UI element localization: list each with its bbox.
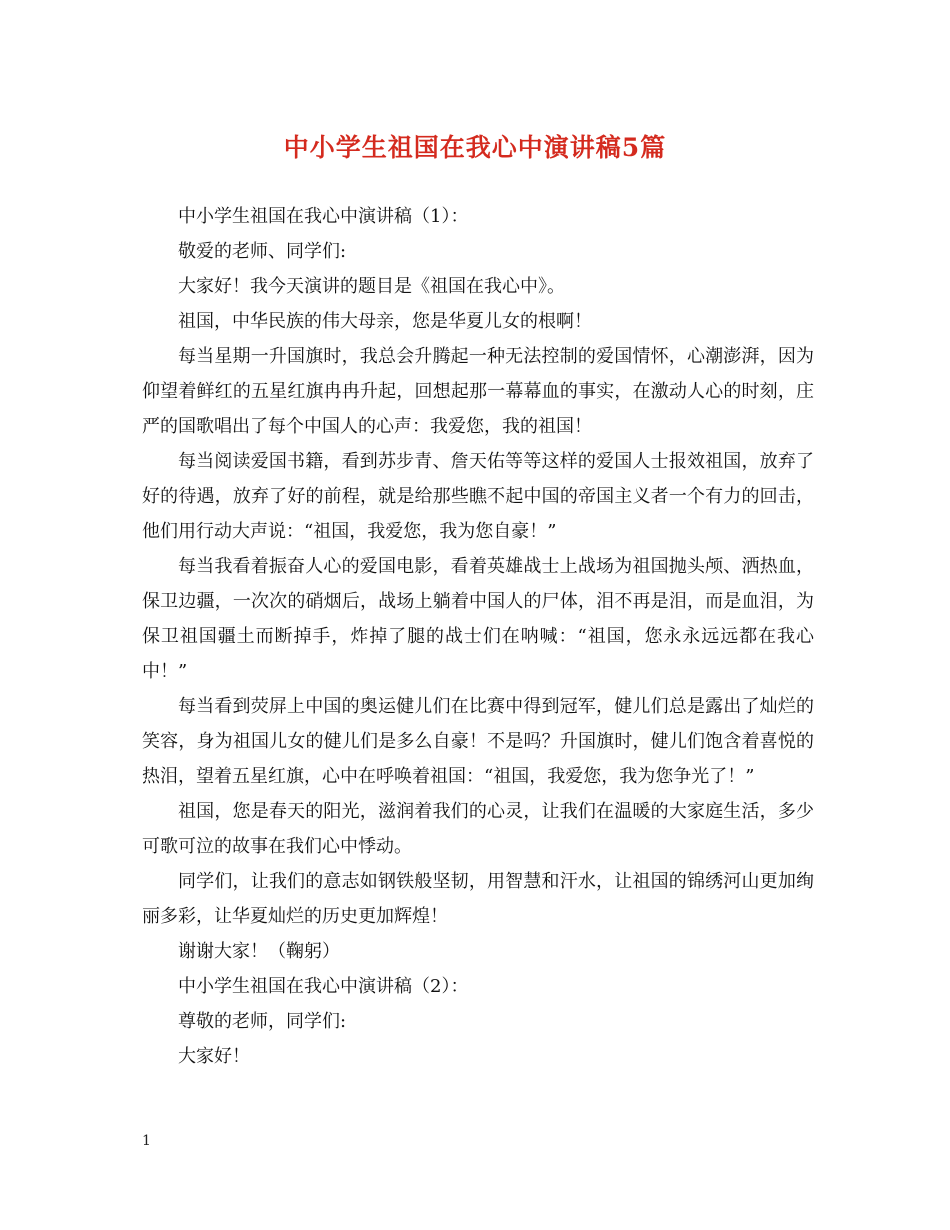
paragraph: 大家好！ bbox=[178, 1046, 250, 1067]
document-title: 中小学生祖国在我心中演讲稿5篇 bbox=[283, 133, 667, 162]
paragraph: 每当我看着振奋人心的爱国电影，看着英雄战士上战场为祖国抛头颅、洒热血，保卫边疆，一次次的硝烟后，战场上躺着中国人的尸体，泪不再是泪，而是血泪，为保卫祖国疆土而断掉手，炸掉了腿的战士们在呐喊：“祖国，您永永远远都在我心中！” bbox=[142, 556, 814, 682]
paragraph: 祖国，您是春天的阳光，滋润着我们的心灵，让我们在温暖的大家庭生活，多少可歌可泣的故事在我们心中悸动。 bbox=[142, 801, 814, 857]
paragraph: 每当看到荧屏上中国的奥运健儿们在比赛中得到冠军，健儿们总是露出了灿烂的笑容，身为祖国儿女的健儿们是多么自豪！不是吗？升国旗时，健儿们饱含着喜悦的热泪，望着五星红旗，心中在呼唤着祖国：“祖国，我爱您，我为您争光了！” bbox=[142, 696, 814, 787]
paragraph: 中小学生祖国在我心中演讲稿（2）： bbox=[178, 976, 469, 997]
document-body bbox=[142, 199, 814, 1074]
paragraph: 大家好！我今天演讲的题目是《祖国在我心中》。 bbox=[178, 276, 565, 297]
paragraph: 每当星期一升国旗时，我总会升腾起一种无法控制的爱国情怀，心潮澎湃，因为仰望着鲜红的五星红旗冉冉升起，回想起那一幕幕血的事实，在激动人心的时刻，庄严的国歌唱出了每个中国人的心声：我爱您，我的祖国！ bbox=[142, 346, 814, 437]
page-number: 1 bbox=[142, 1133, 151, 1149]
paragraph: 中小学生祖国在我心中演讲稿（1）： bbox=[178, 206, 469, 227]
paragraph: 每当阅读爱国书籍，看到苏步青、詹天佑等等这样的爱国人士报效祖国，放弃了好的待遇，放弃了好的前程，就是给那些瞧不起中国的帝国主义者一个有力的回击，他们用行动大声说：“祖国，我爱您，我为您自豪！” bbox=[142, 451, 814, 542]
paragraph: 同学们，让我们的意志如钢铁般坚韧，用智慧和汗水，让祖国的锦绣河山更加绚丽多彩，让华夏灿烂的历史更加辉煌！ bbox=[142, 871, 814, 927]
paragraph: 祖国，中华民族的伟大母亲，您是华夏儿女的根啊！ bbox=[178, 311, 592, 332]
paragraph: 谢谢大家！（鞠躬） bbox=[178, 941, 340, 962]
paragraph: 尊敬的老师，同学们: bbox=[178, 1011, 347, 1032]
paragraph: 敬爱的老师、同学们: bbox=[178, 241, 347, 262]
